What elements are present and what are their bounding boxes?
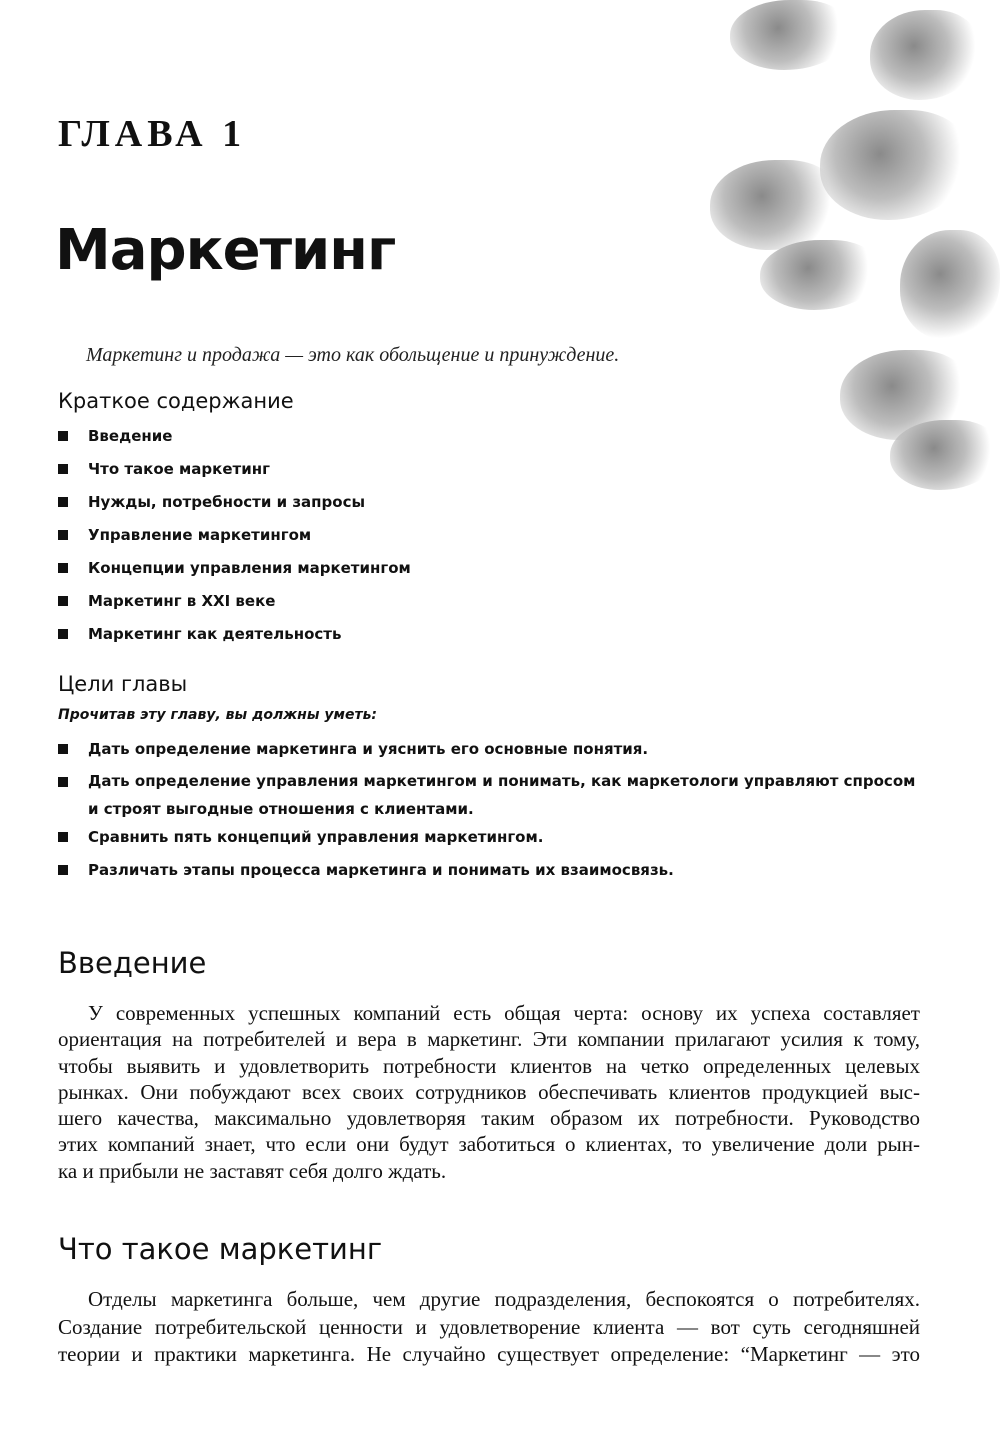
list-item-label: Дать определение маркетинга и уяснить его основные понятия. (88, 740, 649, 758)
chapter-label: ГЛАВА 1 (58, 113, 247, 155)
list-item-label-line: и строят выгодные отношения с клиентами. (88, 800, 474, 818)
bullet-square-icon (58, 629, 68, 639)
list-item (58, 592, 411, 625)
decorative-leaves-illustration (700, 0, 1000, 500)
list-item-label: Различать этапы процесса маркетинга и понимать их взаимосвязь. (88, 861, 674, 879)
bullet-square-icon (58, 530, 68, 540)
list-item (58, 767, 915, 828)
goals-list (58, 740, 915, 894)
paragraph-line: Создание потребительской ценности и удовлетворение клиента — вот суть сегодняшней (58, 1314, 920, 1339)
list-item-label: Управление маркетингом (88, 526, 312, 544)
paragraph-line: рынках. Они побуждают всех своих сотрудников обеспечивать клиентов продукцией выс- (58, 1079, 920, 1104)
list-item (58, 526, 411, 559)
list-item-label-line: Дать определение управления маркетингом и понимать, как маркетологи управляют спросом (88, 772, 916, 790)
paragraph-line: У современных успешных компаний есть общая черта: основу их успеха составляет (88, 1001, 920, 1025)
goals-intro: Прочитав эту главу, вы должны уметь: (58, 707, 378, 723)
section-heading-what-is-marketing: Что такое маркетинг (58, 1232, 383, 1266)
list-item-label: Маркетинг как деятельность (88, 625, 342, 643)
list-item-label: Сравнить пять концепций управления маркетингом. (88, 828, 544, 846)
paragraph-line: чтобы выявить и удовлетворить потребности клиентов на четко определенных целевых (58, 1053, 920, 1078)
list-item-label: Нужды, потребности и запросы (88, 493, 366, 511)
chapter-title: Маркетинг (55, 218, 396, 283)
list-item-label: Введение (88, 427, 173, 445)
section-paragraph (58, 1286, 920, 1369)
bullet-square-icon (58, 832, 68, 842)
list-item (58, 559, 411, 592)
list-item (58, 861, 915, 894)
bullet-square-icon (58, 431, 68, 441)
paragraph-line: шего качества, максимально удовлетворяя таким образом их потребности. Руководство (58, 1106, 920, 1131)
epigraph: Маркетинг и продажа — это как обольщение и принуждение. (86, 344, 620, 366)
bullet-square-icon (58, 865, 68, 875)
bullet-square-icon (58, 497, 68, 507)
paragraph-line: этих компаний знает, что если они будут заботиться о клиентах, то увеличение доли рын- (58, 1132, 920, 1157)
list-item (58, 427, 411, 460)
paragraph-line: Отделы маркетинга больше, чем другие подразделения, беспокоятся о потребителях. (88, 1287, 920, 1311)
list-item (58, 460, 411, 493)
bullet-square-icon (58, 596, 68, 606)
list-item (58, 625, 411, 658)
bullet-square-icon (58, 563, 68, 573)
paragraph-line: теории и практики маркетинга. Не случайно существует определение: “Маркетинг — это (58, 1342, 920, 1366)
section-paragraph (58, 1000, 920, 1184)
goals-heading: Цели главы (58, 672, 188, 696)
paragraph-line: ориентация на потребителей и вера в маркетинг. Эти компании прилагают усилия к тому, (58, 1027, 920, 1052)
list-item-label: Что такое маркетинг (88, 460, 270, 478)
section-heading-introduction: Введение (58, 946, 207, 980)
summary-heading: Краткое содержание (58, 389, 294, 413)
list-item-label: Маркетинг в XXI веке (88, 592, 276, 610)
list-item-label: Концепции управления маркетингом (88, 559, 411, 577)
list-item (58, 828, 915, 861)
list-item (58, 493, 411, 526)
bullet-square-icon (58, 777, 68, 787)
summary-list (58, 427, 411, 658)
bullet-square-icon (58, 464, 68, 474)
bullet-square-icon (58, 744, 68, 754)
paragraph-line: ка и прибыли не заставят себя долго ждать. (58, 1158, 447, 1183)
